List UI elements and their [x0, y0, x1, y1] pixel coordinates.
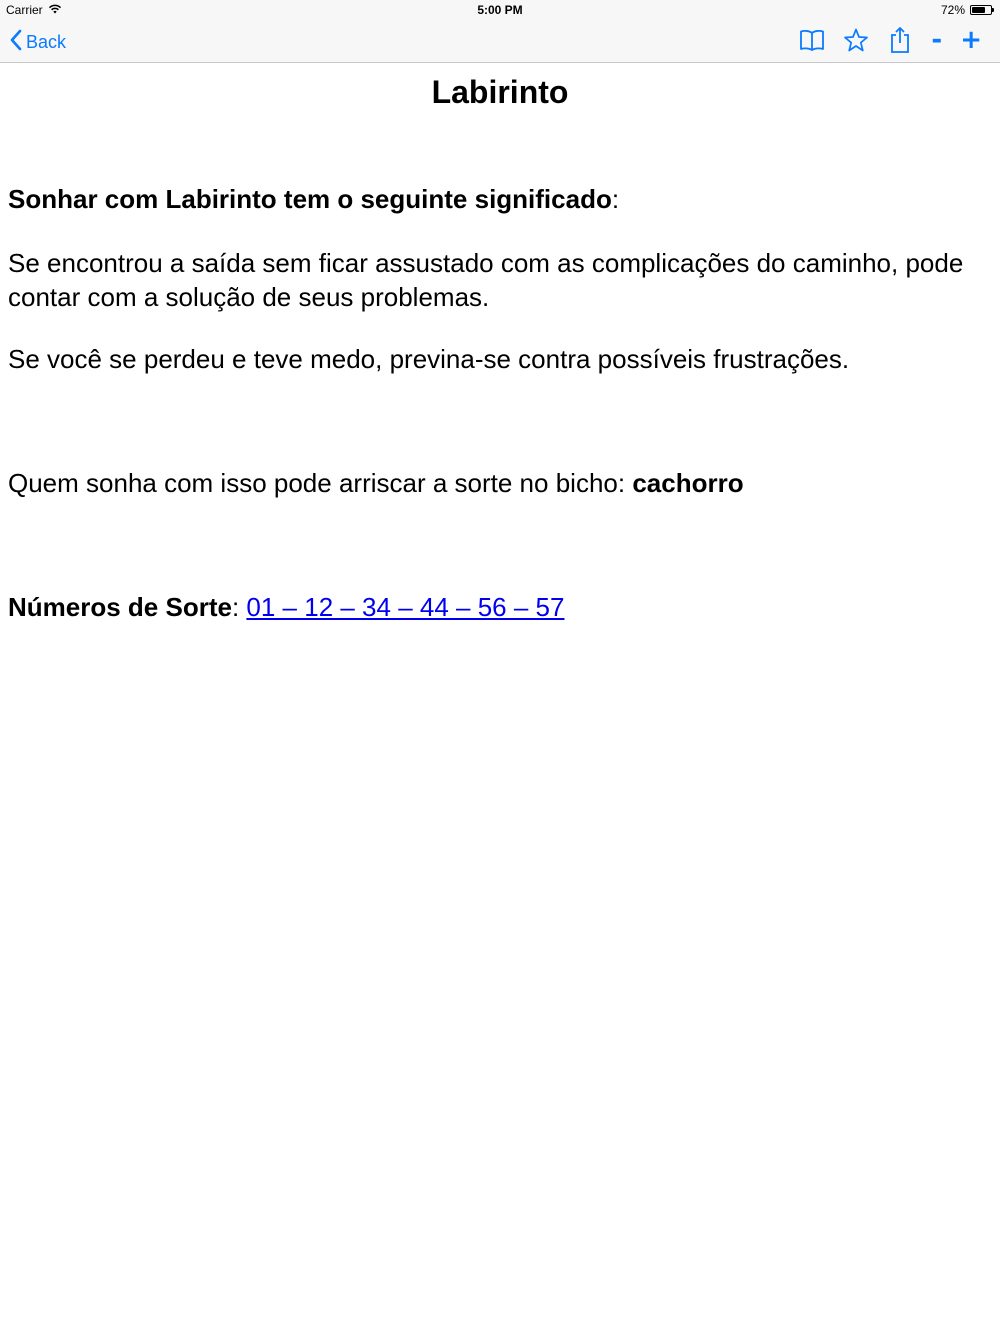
battery-tip [992, 8, 994, 12]
chevron-left-icon [10, 29, 22, 56]
article-content [8, 64, 992, 624]
status-time: 5:00 PM [477, 3, 523, 17]
bicho-line [8, 466, 992, 500]
battery-percent: 72% [940, 3, 965, 17]
battery-icon [970, 5, 992, 15]
book-icon[interactable] [799, 26, 825, 54]
lucky-numbers-label: Números de Sorte [8, 592, 232, 622]
back-button[interactable] [10, 29, 66, 56]
battery-fill [972, 7, 985, 13]
meaning-paragraph-1: Se encontrou a saída sem ficar assustado com as complicações do caminho, pode contar com a solução de seus problemas. [8, 248, 964, 312]
status-bar [0, 0, 1000, 20]
bicho-prefix: Quem sonha com isso pode arriscar a sorte no bicho: [8, 468, 633, 498]
meaning-heading-bold: Sonhar com Labirinto tem o seguinte significado [8, 184, 612, 214]
lucky-numbers-separator: : [231, 592, 247, 622]
page-title: Labirinto [431, 74, 569, 110]
star-icon[interactable] [843, 26, 869, 54]
carrier-label: Carrier [6, 3, 43, 17]
lucky-numbers-link[interactable]: 01 – 12 – 34 – 44 – 56 – 57 [246, 592, 565, 622]
lucky-numbers-line [8, 590, 992, 624]
back-label: Back [26, 32, 67, 52]
status-right [941, 3, 992, 17]
zoom-out-button[interactable]: - [931, 25, 943, 55]
meaning-heading [8, 182, 992, 216]
nav-actions [799, 26, 982, 54]
zoom-in-button[interactable]: + [960, 25, 982, 55]
share-icon[interactable] [887, 26, 913, 54]
meaning-heading-suffix: : [611, 184, 620, 214]
navigation-bar [0, 20, 1000, 63]
meaning-paragraph-2: Se você se perdeu e teve medo, previna-se contra possíveis frustrações. [8, 344, 850, 374]
bicho-value: cachorro [632, 468, 744, 498]
